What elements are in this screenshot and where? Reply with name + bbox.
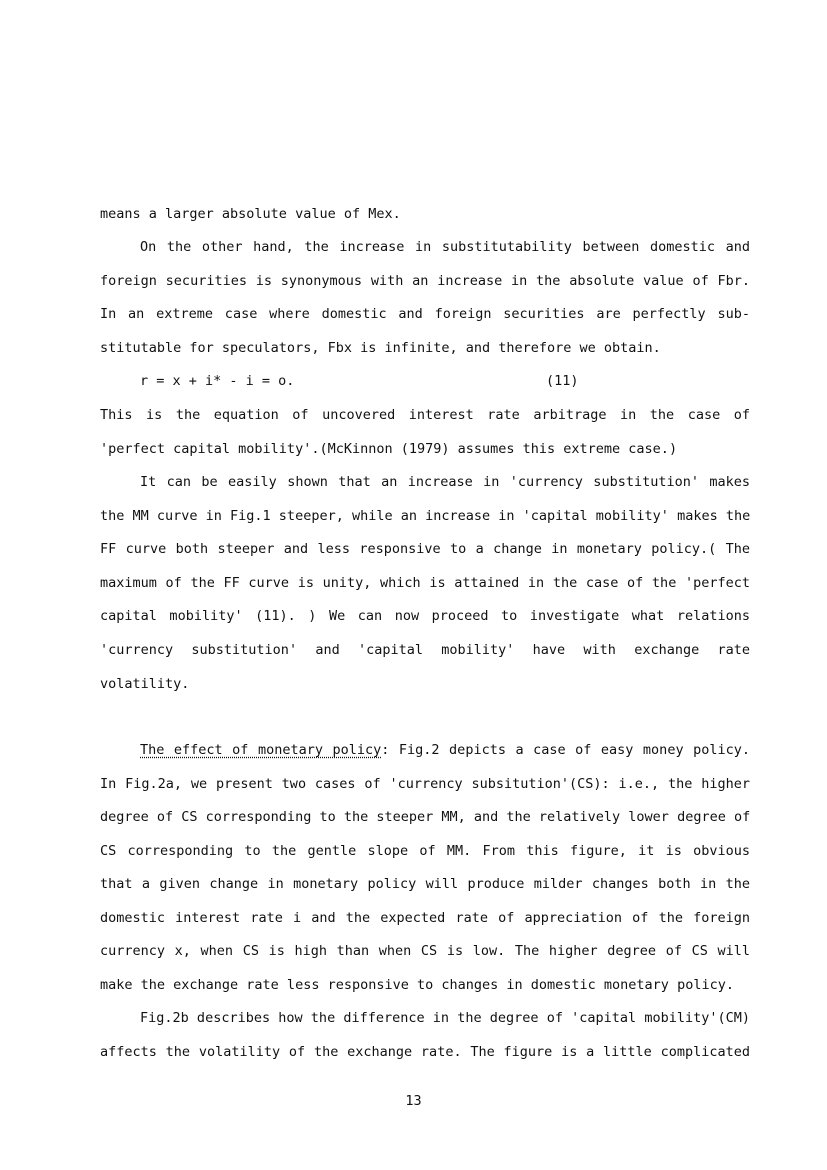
paragraph-line: CS corresponding to the gentle slope of MM. From this figure, it is obvious <box>100 843 750 859</box>
paragraph-line: Fig.2b describes how the difference in the degree of 'capital mobility'(CM) <box>140 1010 750 1026</box>
paragraph-line: On the other hand, the increase in substitutability between domestic and <box>140 239 750 255</box>
page-number: 13 <box>405 1093 422 1109</box>
paragraph-line: maximum of the FF curve is unity, which is attained in the case of the 'perfect <box>100 575 750 591</box>
paragraph-line: volatility. <box>100 676 190 692</box>
heading-colon: : <box>381 742 390 758</box>
paragraph-line: make the exchange rate less responsive to changes in domestic monetary policy. <box>100 977 734 993</box>
paragraph-text: Fig.2 depicts a case of easy money policy. <box>398 742 750 758</box>
section-heading-line <box>140 741 750 759</box>
paragraph-line: 'currency substitution' and 'capital mobility' have with exchange rate <box>100 642 750 658</box>
paragraph-line: In an extreme case where domestic and foreign securities are perfectly sub- <box>100 306 750 322</box>
paragraph-line: the MM curve in Fig.1 steeper, while an increase in 'capital mobility' makes the <box>100 508 750 524</box>
paragraph-line: currency x, when CS is high than when CS is low. The higher degree of CS will <box>100 943 750 959</box>
paragraph-line: affects the volatility of the exchange rate. The figure is a little complicated <box>100 1044 750 1060</box>
equation: r = x + i* - i = o. <box>140 373 295 389</box>
section-heading: The effect of monetary policy <box>140 742 382 758</box>
paragraph-line: degree of CS corresponding to the steeper MM, and the relatively lower degree of <box>100 809 750 825</box>
paragraph-line: domestic interest rate i and the expected rate of appreciation of the foreign <box>100 910 750 926</box>
paragraph-line: means a larger absolute value of Mex. <box>100 206 401 222</box>
paragraph-line: FF curve both steeper and less responsive to a change in monetary policy.( The <box>100 541 750 557</box>
paragraph-line: that a given change in monetary policy will produce milder changes both in the <box>100 876 750 892</box>
paragraph-line: It can be easily shown that an increase in 'currency substitution' makes <box>140 474 750 490</box>
equation-number: (11) <box>546 373 579 389</box>
paragraph-line: In Fig.2a, we present two cases of 'currency subsitution'(CS): i.e., the higher <box>100 776 750 792</box>
paragraph-line: capital mobility' (11). ) We can now proceed to investigate what relations <box>100 608 750 624</box>
paragraph-line: stitutable for speculators, Fbx is infinite, and therefore we obtain. <box>100 340 661 356</box>
paragraph-line: 'perfect capital mobility'.(McKinnon (1979) assumes this extreme case.) <box>100 441 678 457</box>
paragraph-line: foreign securities is synonymous with an increase in the absolute value of Fbr. <box>100 273 750 289</box>
paragraph-line: This is the equation of uncovered interest rate arbitrage in the case of <box>100 407 750 423</box>
